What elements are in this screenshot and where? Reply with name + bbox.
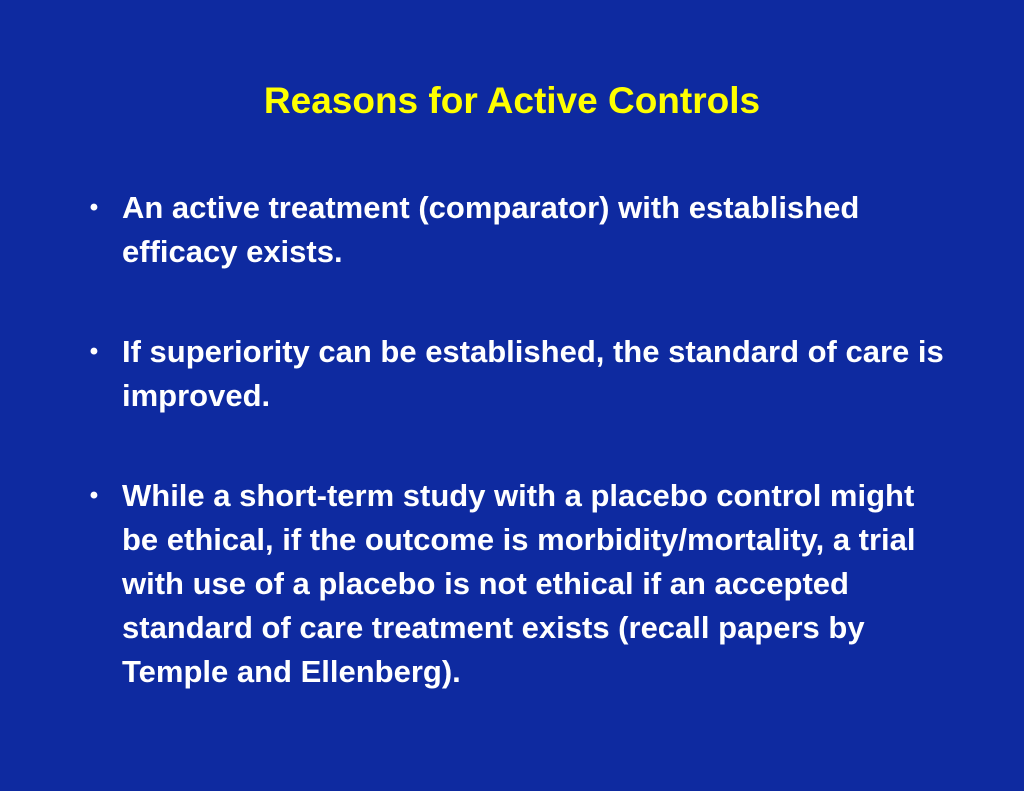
bullet-list (84, 186, 944, 750)
bullet-item-3 (84, 474, 944, 694)
bullet-item-2 (84, 330, 944, 418)
bullet-marker: • (89, 194, 99, 221)
bullet-item-1 (84, 186, 944, 274)
bullet-text: While a short-term study with a placebo control might be ethical, if the outcome is morbidity/mortality, a trial with use of a placebo is not ethical if an accepted standard of care treatment exists (recall papers by Temple and Ellenberg). (122, 478, 916, 689)
bullet-text: If superiority can be established, the standard of care is improved. (122, 334, 944, 413)
bullet-marker: • (89, 482, 99, 509)
slide-title: Reasons for Active Controls (263, 80, 761, 121)
bullet-text: An active treatment (comparator) with established efficacy exists. (122, 190, 860, 269)
bullet-marker: • (89, 338, 99, 365)
